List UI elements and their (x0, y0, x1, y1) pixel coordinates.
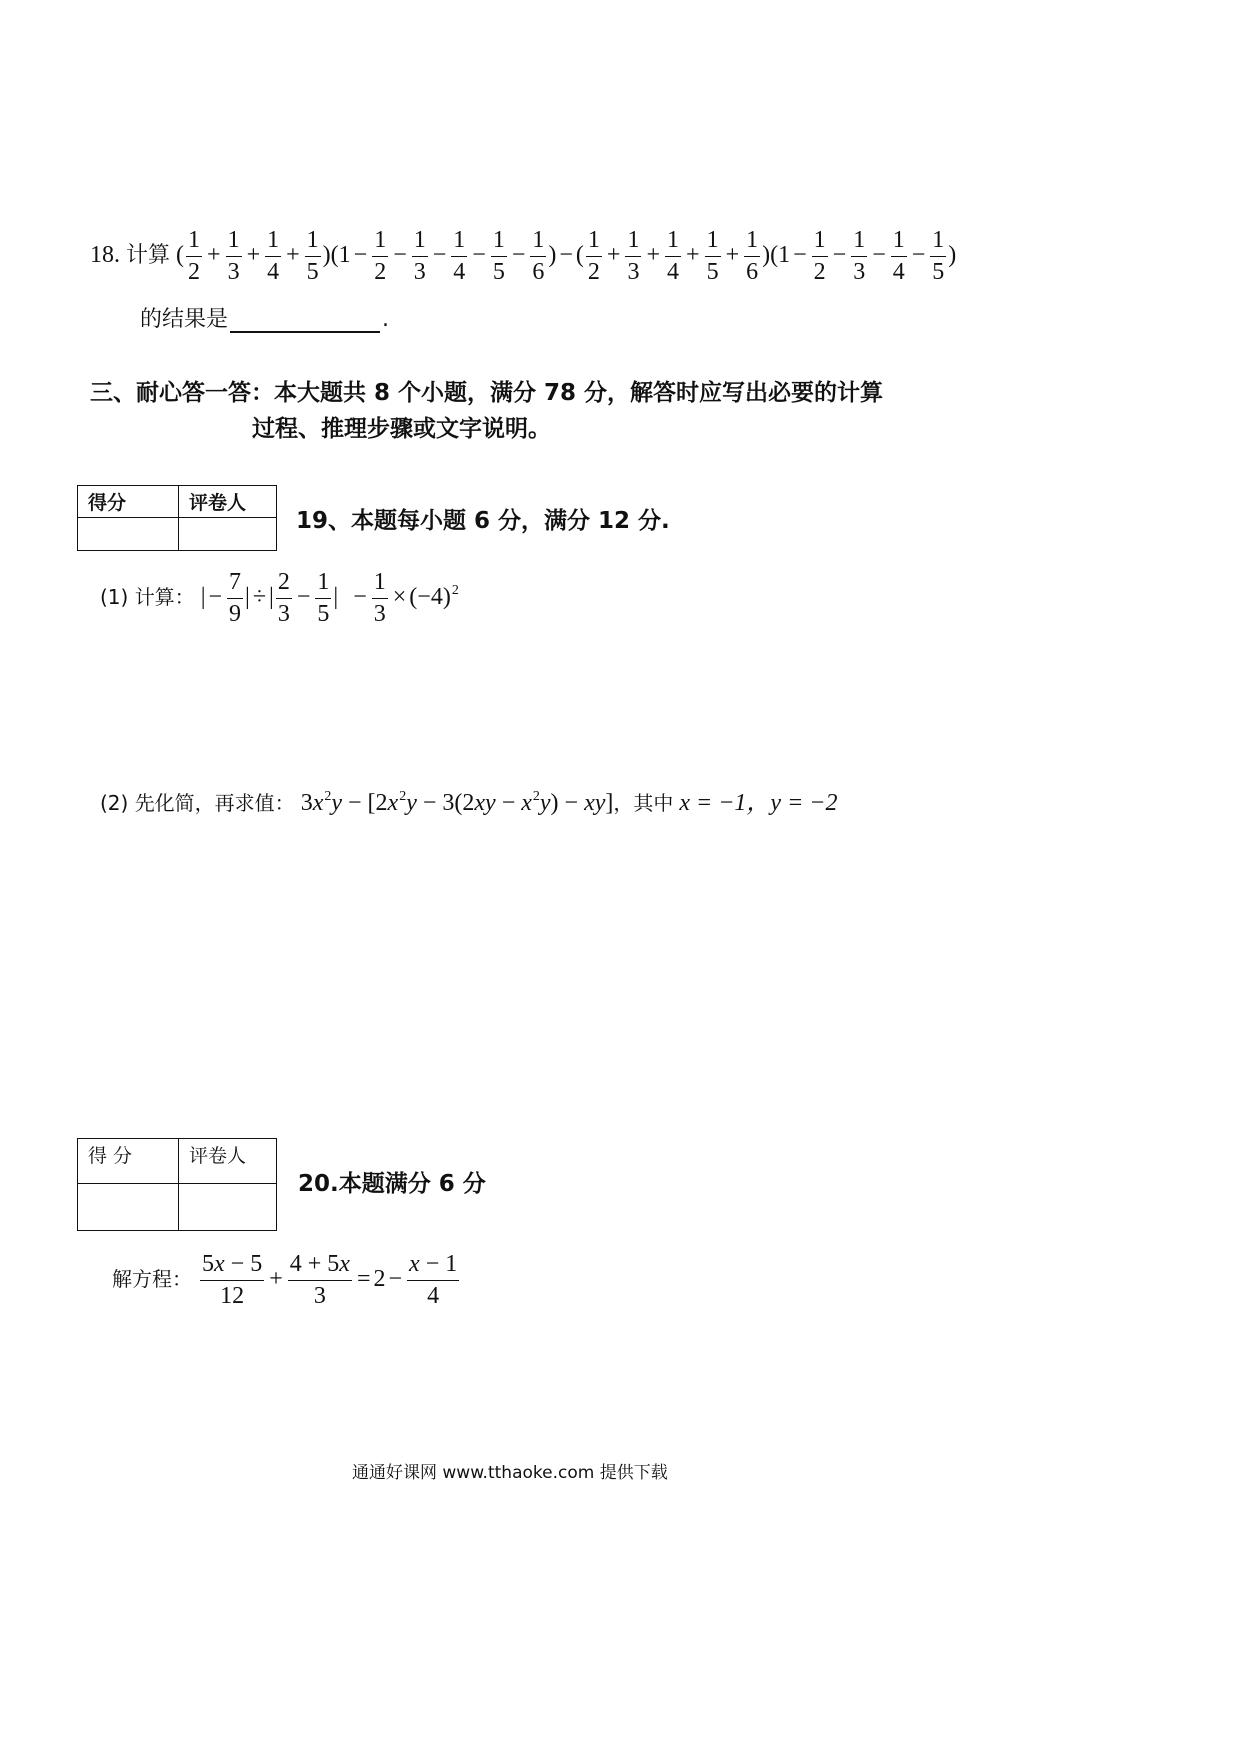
score-header: 得 分 (78, 1139, 179, 1184)
q18-line1 (90, 228, 956, 285)
q19-part2-expression: $3x^2y - [2x^2y - 3(2xy - x^2y) - xy]$ (300, 789, 614, 816)
q20-score-table (77, 1138, 277, 1231)
q20-equation-line (112, 1252, 461, 1309)
q20-equation: $\frac{5x - 5}{12}$ + $\frac{4 + 5x}{3}$ = 2 − $\frac{x - 1}{4}$ (202, 1251, 458, 1310)
q19-part2-label: (2) 先化简，再求值： (100, 791, 295, 815)
grader-header: 评卷人 (179, 486, 277, 518)
score-cell[interactable] (78, 518, 179, 551)
q19-part1-expression: | − $\frac{7}{9}$ | ÷ | $\frac{2}{3}$ − $\frac{1}{5}$ | − $\frac{1}{3}$ × $(-4)^2$ (200, 569, 459, 628)
q18-end-punct: . (382, 307, 390, 332)
q19-part1-label: (1) 计算： (100, 585, 195, 610)
grader-header: 评卷人 (179, 1139, 277, 1184)
q20-label: 解方程： (112, 1267, 192, 1292)
q18-result-line (140, 302, 389, 333)
score-cell[interactable] (78, 1184, 179, 1231)
score-header: 得分 (78, 486, 179, 518)
q19-part1 (100, 570, 459, 627)
section3-heading-line1: 三、耐心答一答：本大题共 8 个小题，满分 78 分，解答时应写出必要的计算 (90, 380, 884, 406)
footer-text: 通通好课网 www.tthaoke.com 提供下载 (352, 1463, 668, 1483)
grader-cell[interactable] (179, 1184, 277, 1231)
q20-title: 20.本题满分 6 分 (298, 1171, 486, 1197)
grader-cell[interactable] (179, 518, 277, 551)
q19-score-table (77, 485, 277, 551)
q18-expression: ( $\frac{1}{2}$ + $\frac{1}{3}$ + $\frac{1}{4}$ + $\frac{1}{5}$ )(1 − $\frac{1}{2}$ − $\frac{1}{3}$ − $\frac{1}{4}$ − $\frac{1}{5}$ − $\frac{1}{6}$ ) − ( $\frac{1}{2}$ + $\frac{1}{3}$ + $\frac{1}{4}$ + $\frac{1}{5}$ + $\frac{1}{6}$ )(1 − $\frac{1}{2}$ − $\frac{1}{3}$ − $\frac{1}{4}$ − $\frac{1}{5}$ ) (176, 227, 957, 286)
q19-part2 (100, 782, 837, 817)
q18-answer-blank[interactable] (230, 309, 380, 333)
q19-part2-condition: x = −1，y = −2 (679, 790, 838, 816)
q19-part2-where: ，其中 (613, 791, 674, 815)
q19-title: 19、本题每小题 6 分，满分 12 分. (296, 508, 670, 534)
q18-number: 18. (90, 242, 120, 269)
q18-result-label: 的结果是 (140, 307, 229, 332)
section3-heading-line2: 过程、推理步骤或文字说明。 (252, 416, 551, 442)
q18-lead: 计算 (126, 243, 171, 269)
